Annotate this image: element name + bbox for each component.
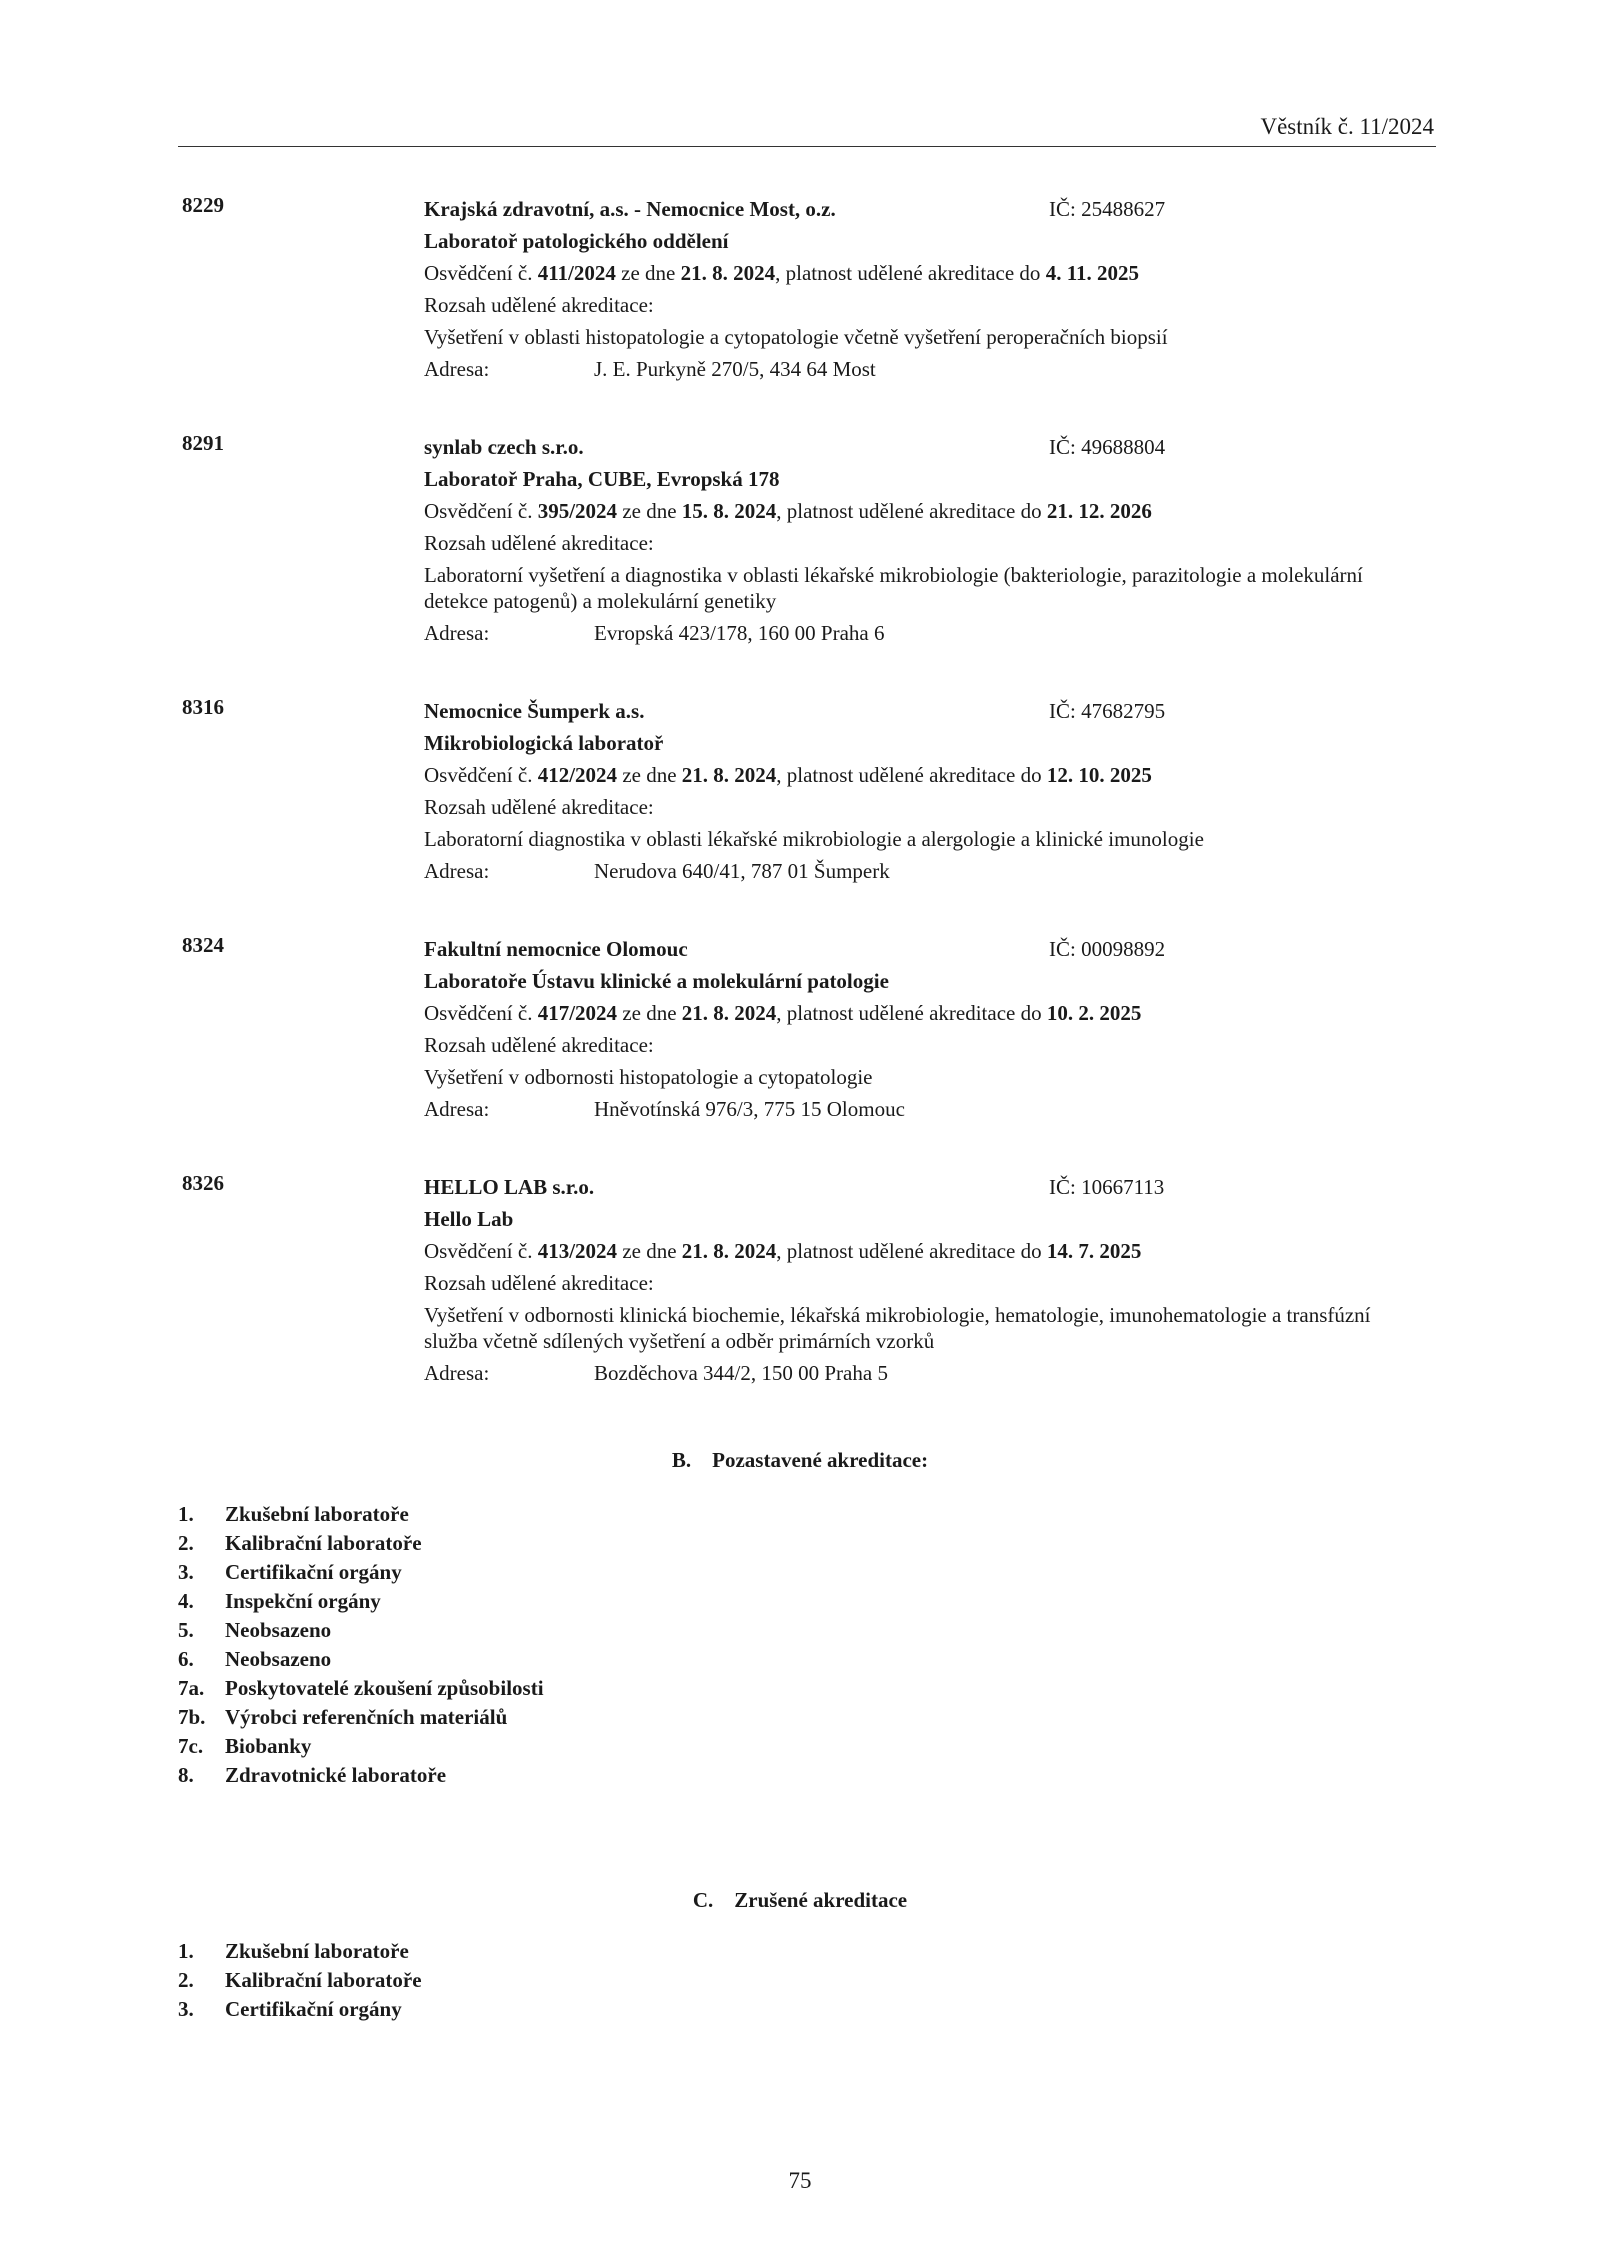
address-line (424, 1093, 1442, 1125)
validity-date: 4. 11. 2025 (1045, 261, 1140, 285)
certificate-line (424, 997, 1442, 1029)
address-value: Evropská 423/178, 160 00 Praha 6 (594, 621, 885, 645)
certificate-date: 21. 8. 2024 (681, 1239, 777, 1263)
certificate-number: 412/2024 (537, 763, 618, 787)
address-value: Hněvotínská 976/3, 775 15 Olomouc (594, 1097, 905, 1121)
address-label: Adresa: (424, 859, 490, 883)
certificate-validity-text: , platnost udělené akreditace do (776, 763, 1047, 787)
certificate-line (424, 495, 1442, 527)
page-number: 75 (788, 2168, 812, 2193)
company-id: IČ: 47682795 (1049, 699, 1166, 723)
list-item (178, 1995, 422, 2024)
list-item-number: 4. (178, 1589, 194, 1613)
list-item-number: 2. (178, 1968, 194, 1992)
company-id: IČ: 10667113 (1049, 1175, 1165, 1199)
certificate-line (424, 759, 1442, 791)
address-line (424, 353, 1442, 385)
list-item-number: 1. (178, 1939, 194, 1963)
list-item-label: Kalibrační laboratoře (225, 1531, 422, 1555)
page-header (178, 112, 1436, 147)
entry-number: 8326 (182, 1171, 224, 1195)
list-item-number: 8. (178, 1763, 194, 1787)
address-value: Bozděchova 344/2, 150 00 Praha 5 (594, 1361, 888, 1385)
company-id: IČ: 00098892 (1049, 937, 1166, 961)
list-item-label: Výrobci referenčních materiálů (225, 1705, 508, 1729)
list-item-label: Zdravotnické laboratoře (225, 1763, 447, 1787)
scope-label: Rozsah udělené akreditace: (424, 531, 654, 555)
scope-label: Rozsah udělené akreditace: (424, 1271, 654, 1295)
list-item-number: 7c. (178, 1734, 204, 1758)
accreditation-entry (182, 695, 1442, 887)
list-item (178, 1761, 544, 1790)
list-item-label: Kalibrační laboratoře (225, 1968, 422, 1992)
accreditation-entry (182, 193, 1442, 385)
certificate-prefix: Osvědčení č. (424, 499, 538, 523)
scope-text: Vyšetření v odbornosti klinická biochemie, lékařská mikrobiologie, hematologie, imunohematologie a transfúzní služba včetně sdílených vyšetření a odběr primárních vzorků (424, 1303, 1371, 1353)
validity-date: 10. 2. 2025 (1046, 1001, 1142, 1025)
company-id: IČ: 25488627 (1049, 197, 1166, 221)
address-line (424, 855, 1442, 887)
list-item-number: 1. (178, 1502, 194, 1526)
list-item (178, 1587, 544, 1616)
list-item-number: 7a. (178, 1676, 205, 1700)
address-label: Adresa: (424, 1097, 490, 1121)
validity-date: 12. 10. 2025 (1046, 763, 1152, 787)
list-item-label: Poskytovatelé zkoušení způsobilosti (225, 1676, 544, 1700)
certificate-text: ze dne (617, 763, 682, 787)
list-item-label: Inspekční orgány (225, 1589, 381, 1613)
list-item-number: 5. (178, 1618, 194, 1642)
certificate-validity-text: , platnost udělené akreditace do (775, 261, 1046, 285)
list-item-number: 2. (178, 1531, 194, 1555)
list-item (178, 1966, 422, 1995)
list-item-number: 7b. (178, 1705, 206, 1729)
certificate-line (424, 1235, 1442, 1267)
scope-text: Vyšetření v oblasti histopatologie a cytopatologie včetně vyšetření peroperačních biopsií (424, 325, 1168, 349)
list-item (178, 1732, 544, 1761)
laboratory-name: Laboratoře Ústavu klinické a molekulární patologie (424, 969, 889, 993)
laboratory-name: Hello Lab (424, 1207, 514, 1231)
certificate-text: ze dne (617, 499, 682, 523)
certificate-number: 413/2024 (537, 1239, 618, 1263)
list-item-label: Neobsazeno (225, 1618, 332, 1642)
accreditation-entry (182, 933, 1442, 1125)
certificate-prefix: Osvědčení č. (424, 261, 538, 285)
list-item-label: Certifikační orgány (225, 1560, 402, 1584)
section-c-title: C. Zrušené akreditace (692, 1888, 908, 1912)
accreditation-entry (182, 1171, 1442, 1389)
entry-number: 8324 (182, 933, 224, 957)
certificate-validity-text: , platnost udělené akreditace do (776, 499, 1047, 523)
certificate-number: 411/2024 (537, 261, 616, 285)
validity-date: 14. 7. 2025 (1046, 1239, 1142, 1263)
address-line (424, 1357, 1442, 1389)
laboratory-name: Laboratoř patologického oddělení (424, 229, 729, 253)
certificate-date: 21. 8. 2024 (680, 261, 776, 285)
validity-date: 21. 12. 2026 (1046, 499, 1152, 523)
organization-name: Fakultní nemocnice Olomouc (424, 937, 688, 961)
list-item (178, 1529, 544, 1558)
section-b-list (178, 1500, 544, 1790)
list-item (178, 1937, 422, 1966)
address-label: Adresa: (424, 1361, 490, 1385)
organization-name: synlab czech s.r.o. (424, 435, 584, 459)
list-item-number: 6. (178, 1647, 194, 1671)
certificate-prefix: Osvědčení č. (424, 1001, 538, 1025)
certificate-text: ze dne (617, 1239, 682, 1263)
address-label: Adresa: (424, 357, 490, 381)
accreditation-entry (182, 431, 1442, 649)
list-item-label: Biobanky (225, 1734, 312, 1758)
certificate-validity-text: , platnost udělené akreditace do (776, 1001, 1047, 1025)
journal-title: Věstník č. 11/2024 (1260, 114, 1434, 139)
list-item-label: Certifikační orgány (225, 1997, 402, 2021)
scope-text: Laboratorní vyšetření a diagnostika v oblasti lékařské mikrobiologie (bakteriologie, parazitologie a molekulární detekce patogenů) a molekulární genetiky (424, 563, 1363, 613)
certificate-number: 417/2024 (537, 1001, 618, 1025)
certificate-date: 21. 8. 2024 (681, 1001, 777, 1025)
scope-text: Laboratorní diagnostika v oblasti lékařské mikrobiologie a alergologie a klinické imunologie (424, 827, 1204, 851)
organization-name: HELLO LAB s.r.o. (424, 1175, 595, 1199)
section-c-list (178, 1937, 422, 2024)
address-label: Adresa: (424, 621, 490, 645)
list-item (178, 1674, 544, 1703)
list-item (178, 1703, 544, 1732)
entry-number: 8316 (182, 695, 224, 719)
address-line (424, 617, 1442, 649)
address-value: J. E. Purkyně 270/5, 434 64 Most (594, 357, 876, 381)
section-b-title: B. Pozastavené akreditace: (671, 1448, 929, 1472)
list-item-number: 3. (178, 1997, 194, 2021)
certificate-text: ze dne (615, 261, 681, 285)
list-item-number: 3. (178, 1560, 194, 1584)
certificate-prefix: Osvědčení č. (424, 1239, 538, 1263)
list-item (178, 1558, 544, 1587)
scope-label: Rozsah udělené akreditace: (424, 1033, 654, 1057)
list-item-label: Zkušební laboratoře (225, 1502, 409, 1526)
certificate-validity-text: , platnost udělené akreditace do (776, 1239, 1047, 1263)
scope-text: Vyšetření v odbornosti histopatologie a cytopatologie (424, 1065, 873, 1089)
list-item (178, 1645, 544, 1674)
scope-label: Rozsah udělené akreditace: (424, 293, 654, 317)
organization-name: Krajská zdravotní, a.s. - Nemocnice Most, o.z. (424, 197, 836, 221)
certificate-date: 15. 8. 2024 (681, 499, 777, 523)
certificate-line (424, 257, 1442, 289)
certificate-number: 395/2024 (537, 499, 618, 523)
company-id: IČ: 49688804 (1049, 435, 1166, 459)
address-value: Nerudova 640/41, 787 01 Šumperk (594, 859, 890, 883)
certificate-text: ze dne (617, 1001, 682, 1025)
accreditation-entries (182, 193, 1442, 1435)
organization-name: Nemocnice Šumperk a.s. (424, 699, 645, 723)
laboratory-name: Mikrobiologická laboratoř (424, 731, 664, 755)
entry-number: 8291 (182, 431, 224, 455)
list-item-label: Zkušební laboratoře (225, 1939, 409, 1963)
list-item (178, 1500, 544, 1529)
scope-label: Rozsah udělené akreditace: (424, 795, 654, 819)
entry-number: 8229 (182, 193, 224, 217)
list-item (178, 1616, 544, 1645)
list-item-label: Neobsazeno (225, 1647, 332, 1671)
laboratory-name: Laboratoř Praha, CUBE, Evropská 178 (424, 467, 780, 491)
certificate-date: 21. 8. 2024 (681, 763, 777, 787)
certificate-prefix: Osvědčení č. (424, 763, 538, 787)
